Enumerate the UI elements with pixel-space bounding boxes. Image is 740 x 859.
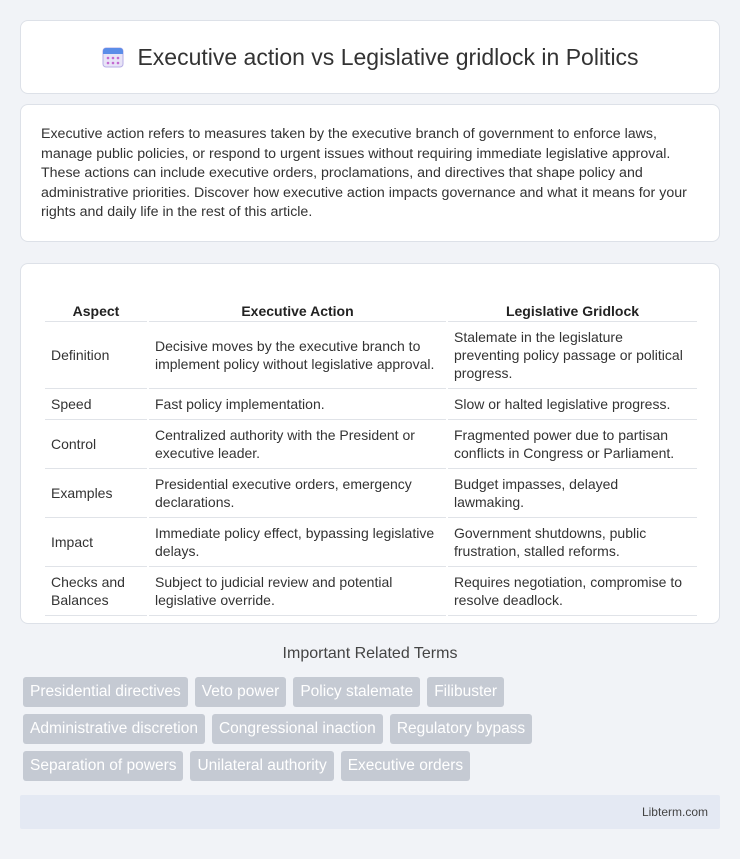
term-tag[interactable]: Unilateral authority	[190, 751, 333, 781]
term-row	[23, 677, 723, 707]
intro-card	[20, 104, 720, 242]
table-row	[45, 518, 697, 567]
term-tag[interactable]: Filibuster	[427, 677, 504, 707]
related-terms	[23, 677, 723, 788]
table-cell: Fast policy implementation.	[149, 389, 446, 420]
term-row	[23, 714, 723, 744]
table-cell: Immediate policy effect, bypassing legislative delays.	[149, 518, 446, 567]
footer	[20, 795, 720, 829]
term-tag[interactable]: Congressional inaction	[212, 714, 383, 744]
table-cell: Slow or halted legislative progress.	[448, 389, 697, 420]
table-cell: Examples	[45, 469, 147, 518]
term-row	[23, 751, 723, 781]
table-row	[45, 567, 697, 616]
table-cell: Impact	[45, 518, 147, 567]
comparison-card	[20, 263, 720, 624]
related-terms-heading: Important Related Terms	[282, 645, 458, 662]
table-cell: Budget impasses, delayed lawmaking.	[448, 469, 697, 518]
table-header-row	[45, 280, 697, 322]
column-header: Aspect	[45, 280, 147, 322]
table-cell: Subject to judicial review and potential legislative override.	[149, 567, 446, 616]
table-row	[45, 469, 697, 518]
calendar-icon	[101, 45, 125, 69]
term-tag[interactable]: Regulatory bypass	[390, 714, 532, 744]
table-cell: Government shutdowns, public frustration, stalled reforms.	[448, 518, 697, 567]
table-row	[45, 420, 697, 469]
table-row	[45, 389, 697, 420]
term-tag[interactable]: Presidential directives	[23, 677, 188, 707]
term-tag[interactable]: Policy stalemate	[293, 677, 420, 707]
table-cell: Decisive moves by the executive branch to implement policy without legislative approval.	[149, 322, 446, 389]
term-tag[interactable]: Separation of powers	[23, 751, 183, 781]
table-cell: Centralized authority with the President or executive leader.	[149, 420, 446, 469]
term-tag[interactable]: Administrative discretion	[23, 714, 205, 744]
table-cell: Presidential executive orders, emergency declarations.	[149, 469, 446, 518]
title-card	[20, 20, 720, 94]
term-tag[interactable]: Veto power	[195, 677, 287, 707]
table-cell: Fragmented power due to partisan conflicts in Congress or Parliament.	[448, 420, 697, 469]
comparison-table	[43, 280, 699, 616]
table-cell: Speed	[45, 389, 147, 420]
intro-text: Executive action refers to measures taken by the executive branch of government to enforce laws, manage public policies, or respond to urgent issues without requiring immediate legislative approval. These actions can include executive orders, proclamations, and directives that shape policy and administrative priorities. Discover how executive action impacts governance and what it means for your rights and daily life in the rest of this article.	[41, 126, 687, 221]
table-cell: Definition	[45, 322, 147, 389]
column-header: Executive Action	[149, 280, 446, 322]
column-header: Legislative Gridlock	[448, 280, 697, 322]
table-cell: Checks and Balances	[45, 567, 147, 616]
table-cell: Control	[45, 420, 147, 469]
term-tag[interactable]: Executive orders	[341, 751, 470, 781]
page-title: Executive action vs Legislative gridlock in Politics	[137, 43, 639, 70]
table-cell: Requires negotiation, compromise to resolve deadlock.	[448, 567, 697, 616]
table-cell: Stalemate in the legislature preventing policy passage or political progress.	[448, 322, 697, 389]
footer-site-link[interactable]: Libterm.com	[641, 805, 708, 819]
table-row	[45, 322, 697, 389]
